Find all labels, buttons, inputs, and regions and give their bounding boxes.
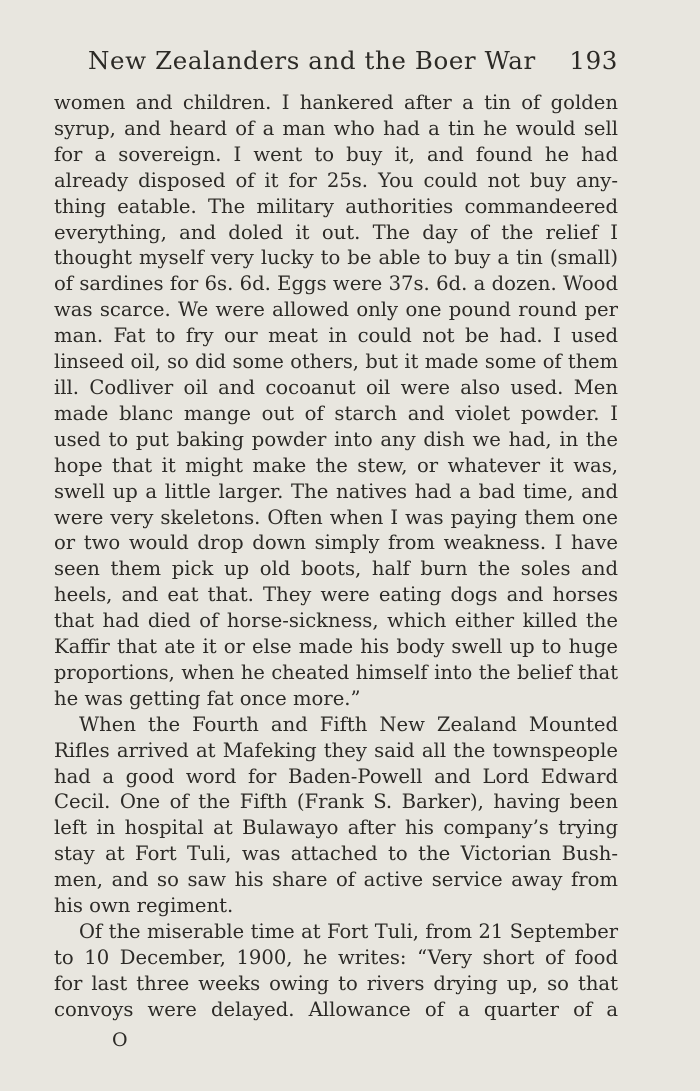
text-line: thought myself very lucky to be able to buy a tin (small) (54, 246, 618, 270)
text-line: used to put baking powder into any dish we had, in the (54, 427, 618, 451)
body-text (54, 90, 618, 1023)
text-line: Cecil. One of the Fifth (Frank S. Barker), having been (54, 790, 618, 814)
text-line: swell up a little larger. The natives had a bad time, and (54, 479, 618, 503)
text-line: man. Fat to fry our meat in could not be had. I used (54, 324, 618, 348)
text-line: of sardines for 6s. 6d. Eggs were 37s. 6d. a dozen. Wood (54, 272, 618, 296)
paragraph-end-line: his own regiment. (54, 894, 234, 918)
text-line: proportions, when he cheated himself into the belief that (54, 660, 618, 684)
paragraph-end-line: he was getting fat once more.” (54, 686, 361, 710)
page-number: 193 (569, 46, 618, 75)
text-line: women and children. I hankered after a tin of golden (54, 91, 618, 114)
signature-mark: O (112, 1029, 128, 1051)
text-line: thing eatable. The military authorities commandeered (54, 194, 618, 218)
text-line: for a sovereign. I went to buy it, and found he had (54, 142, 618, 166)
text-line: seen them pick up old boots, half burn the soles and (54, 557, 618, 581)
text-line: Rifles arrived at Mafeking they said all the townspeople (54, 738, 618, 762)
text-line: men, and so saw his share of active service away from (54, 868, 618, 892)
text-line: convoys were delayed. Allowance of a quarter of a (54, 997, 618, 1021)
text-line: were very skeletons. Often when I was paying them one (54, 505, 618, 529)
text-line: had a good word for Baden-Powell and Lord Edward (54, 764, 618, 788)
text-line: linseed oil, so did some others, but it made some of them (54, 350, 618, 374)
text-line: for last three weeks owing to rivers drying up, so that (54, 971, 618, 995)
text-line: heels, and eat that. They were eating dogs and horses (54, 583, 618, 607)
text-line: hope that it might make the stew, or whatever it was, (54, 453, 618, 477)
paragraph-first-line: When the Fourth and Fifth New Zealand Mounted (79, 712, 618, 736)
text-line: left in hospital at Bulawayo after his company’s trying (54, 816, 618, 840)
text-line: stay at Fort Tuli, was attached to the Victorian Bush- (54, 842, 618, 866)
running-head (88, 44, 618, 78)
text-line: already disposed of it for 25s. You could not buy any- (54, 168, 618, 192)
text-line: or two would drop down simply from weakness. I have (54, 531, 618, 555)
text-line: made blanc mange out of starch and violet powder. I (54, 401, 618, 425)
text-line: syrup, and heard of a man who had a tin he would sell (54, 116, 618, 140)
text-line: everything, and doled it out. The day of the relief I (54, 220, 618, 244)
text-line: Kaffir that ate it or else made his body swell up to huge (54, 635, 618, 659)
text-line: was scarce. We were allowed only one pound round per (54, 298, 618, 322)
text-line: ill. Codliver oil and cocoanut oil were also used. Men (54, 375, 618, 399)
text-line: that had died of horse-sickness, which either killed the (54, 609, 618, 633)
paragraph-first-line: Of the miserable time at Fort Tuli, from 21 September (79, 920, 618, 943)
text-line: to 10 December, 1900, he writes: “Very short of food (54, 945, 618, 969)
running-title: New Zealanders and the Boer War (88, 46, 536, 75)
